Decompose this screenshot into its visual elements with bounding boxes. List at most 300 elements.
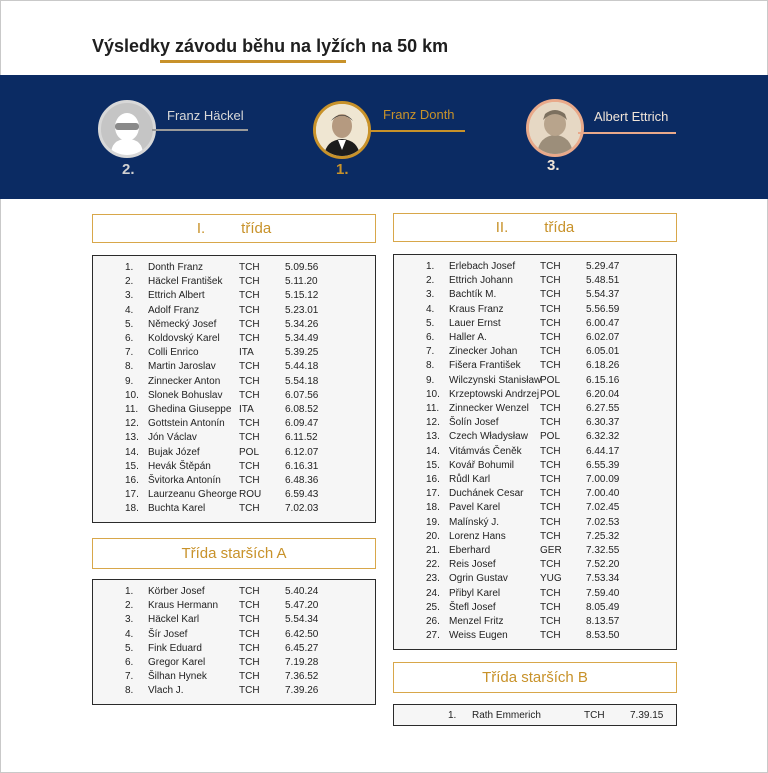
name-cell: Fink Eduard (148, 642, 202, 654)
name-cell: Německý Josef (148, 318, 217, 330)
name-cell: Slonek Bohuslav (148, 389, 223, 401)
time-cell: 7.02.45 (586, 502, 620, 514)
country-cell: TCH (540, 616, 561, 627)
time-cell: 6.44.17 (586, 445, 620, 457)
name-cell: Ettrich Johann (449, 275, 513, 287)
name-cell: Jón Václav (148, 432, 197, 444)
name-cell: Kovář Bohumil (449, 459, 515, 471)
country-cell: TCH (540, 332, 561, 343)
class-2-table (393, 254, 677, 650)
name-cell: Zinnecker Wenzel (449, 403, 529, 414)
rank-cell: 1. (125, 586, 134, 597)
country-cell: TCH (540, 445, 561, 457)
table-row (93, 599, 375, 613)
table-row (93, 613, 375, 627)
senior-a-header (92, 538, 376, 569)
time-cell: 5.56.59 (586, 303, 620, 315)
title-underline (160, 60, 346, 63)
table-row (93, 261, 375, 275)
name-cell: Ogrin Gustav (449, 573, 508, 585)
class-1-header-word: třída (241, 220, 272, 237)
time-cell: 5.54.37 (586, 289, 620, 301)
time-cell: 5.39.25 (285, 347, 319, 359)
rank-cell: 11. (125, 404, 139, 415)
rank-cell: 12. (426, 417, 440, 429)
time-cell: 6.32.32 (586, 431, 620, 443)
table-row (394, 374, 676, 388)
country-cell: TCH (540, 488, 561, 500)
table-row (394, 473, 676, 487)
rank-cell: 6. (125, 657, 134, 668)
country-cell: TCH (239, 418, 260, 430)
name-cell: Czech Władysław (449, 431, 528, 443)
country-cell: TCH (239, 503, 260, 515)
country-cell: TCH (540, 516, 561, 528)
name-cell: Krzeptowski Andrzej (449, 388, 540, 400)
name-cell: Lauer Ernst (449, 317, 501, 329)
time-cell: 6.09.47 (285, 418, 319, 430)
time-cell: 6.12.07 (285, 446, 319, 458)
rank-cell: 3. (125, 290, 134, 302)
name-cell: Kraus Hermann (148, 600, 219, 612)
table-row (93, 474, 375, 488)
rank-cell: 1. (448, 710, 457, 721)
name-cell: Bujak Józef (148, 446, 200, 458)
time-cell: 5.54.34 (285, 614, 319, 626)
time-cell: 5.15.12 (285, 290, 319, 302)
time-cell: 5.11.20 (285, 276, 318, 288)
rank-cell: 11. (426, 403, 440, 414)
table-row (93, 642, 375, 656)
rank-cell: 9. (426, 374, 435, 386)
rank-cell: 19. (426, 516, 440, 528)
name-cell: Donth Franz (148, 262, 204, 273)
name-cell: Štefl Josef (449, 601, 496, 613)
table-row (394, 487, 676, 501)
table-row (394, 601, 676, 615)
table-row (93, 417, 375, 431)
name-cell: Zinecker Johan (449, 346, 518, 358)
country-cell: TCH (540, 459, 561, 471)
name-cell: Vlach J. (148, 685, 184, 697)
time-cell: 6.15.16 (586, 374, 620, 386)
table-row (394, 445, 676, 459)
time-cell: 5.34.26 (285, 318, 319, 330)
rank-cell: 18. (125, 503, 139, 515)
country-cell: TCH (540, 317, 561, 329)
podium-name-first: Franz Donth (383, 107, 455, 122)
rank-cell: 18. (426, 502, 440, 514)
time-cell: 7.36.52 (285, 671, 319, 683)
class-2-header-word: třída (544, 219, 575, 236)
country-cell: TCH (540, 559, 561, 571)
table-row (93, 656, 375, 670)
table-row (394, 615, 676, 629)
country-cell: TCH (239, 290, 260, 302)
name-cell: Adolf Franz (148, 304, 200, 316)
time-cell: 7.39.15 (630, 710, 664, 721)
country-cell: TCH (540, 303, 561, 315)
portrait-avatar-first (313, 101, 371, 159)
name-cell: Menzel Fritz (449, 616, 504, 627)
country-cell: GER (540, 545, 562, 556)
country-cell: TCH (239, 432, 260, 444)
country-cell: TCH (239, 614, 260, 626)
time-cell: 7.02.53 (586, 516, 620, 528)
silhouette-avatar (98, 100, 156, 158)
rank-cell: 17. (426, 488, 440, 500)
rank-cell: 16. (426, 474, 440, 485)
country-cell: TCH (239, 276, 260, 288)
rank-cell: 7. (125, 347, 134, 359)
time-cell: 5.54.18 (285, 375, 319, 387)
table-row (93, 460, 375, 474)
table-row (394, 516, 676, 530)
class-2-header (393, 213, 677, 242)
table-row (394, 303, 676, 317)
time-cell: 5.47.20 (285, 600, 319, 612)
name-cell: Zinnecker Anton (148, 375, 221, 387)
country-cell: TCH (239, 628, 260, 640)
table-row (394, 501, 676, 515)
table-row (93, 628, 375, 642)
rank-cell: 13. (426, 431, 440, 443)
country-cell: TCH (239, 685, 260, 697)
time-cell: 5.09.56 (285, 262, 319, 273)
country-cell: TCH (239, 460, 260, 472)
country-cell: TCH (540, 403, 561, 414)
name-cell: Rath Emmerich (472, 710, 541, 721)
name-cell: Duchánek Cesar (449, 488, 524, 500)
table-row (93, 488, 375, 502)
country-cell: TCH (540, 275, 561, 287)
name-cell: Malínský J. (449, 516, 500, 528)
country-cell: ITA (239, 347, 254, 359)
name-cell: Körber Josef (148, 586, 205, 597)
rank-cell: 4. (426, 303, 435, 315)
rank-cell: 2. (125, 600, 134, 612)
name-cell: Reis Josef (449, 559, 496, 571)
table-row (394, 359, 676, 373)
country-cell: POL (239, 446, 260, 458)
rank-cell: 7. (125, 671, 134, 683)
time-cell: 7.32.55 (586, 545, 620, 556)
rank-cell: 7. (426, 346, 435, 358)
rank-cell: 15. (125, 460, 139, 472)
name-cell: Růdl Karl (449, 474, 491, 485)
rank-cell: 24. (426, 587, 440, 599)
podium-rank-third: 3. (547, 157, 560, 174)
rank-cell: 6. (426, 332, 435, 343)
table-row (93, 403, 375, 417)
podium-rank-second: 2. (122, 161, 135, 178)
country-cell: ROU (239, 489, 262, 501)
country-cell: TCH (239, 304, 260, 316)
table-row (93, 375, 375, 389)
country-cell: TCH (239, 657, 260, 668)
portrait-icon (316, 104, 368, 156)
country-cell: TCH (540, 530, 561, 542)
name-cell: Přibyl Karel (449, 587, 501, 599)
rank-cell: 9. (125, 375, 134, 387)
podium-rank-first: 1. (336, 161, 349, 178)
rank-cell: 2. (426, 275, 435, 287)
table-row (93, 332, 375, 346)
country-cell: TCH (540, 587, 561, 599)
rank-cell: 8. (125, 361, 134, 373)
podium-line-first (369, 130, 465, 132)
table-row (93, 585, 375, 599)
country-cell: TCH (239, 361, 260, 373)
name-cell: Ghedina Giuseppe (148, 404, 232, 415)
time-cell: 6.02.07 (586, 332, 620, 343)
table-row (93, 304, 375, 318)
rank-cell: 25. (426, 601, 440, 613)
senior-b-header-title: Třída starších B (482, 669, 588, 686)
country-cell: TCH (239, 389, 260, 401)
skier-icon (101, 103, 153, 155)
rank-cell: 22. (426, 559, 440, 571)
time-cell: 7.52.20 (586, 559, 620, 571)
country-cell: TCH (239, 671, 260, 683)
table-row (394, 430, 676, 444)
country-cell: ITA (239, 404, 254, 415)
name-cell: Erlebach Josef (449, 261, 516, 272)
time-cell: 6.55.39 (586, 459, 620, 471)
time-cell: 7.00.40 (586, 488, 620, 500)
time-cell: 6.20.04 (586, 388, 620, 400)
time-cell: 6.00.47 (586, 317, 620, 329)
table-row (394, 317, 676, 331)
table-row (93, 670, 375, 684)
name-cell: Šolín Josef (449, 417, 499, 429)
rank-cell: 4. (125, 628, 134, 640)
name-cell: Häckel Karl (148, 614, 200, 626)
country-cell: POL (540, 388, 561, 400)
country-cell: TCH (540, 417, 561, 429)
time-cell: 6.59.43 (285, 489, 319, 501)
rank-cell: 13. (125, 432, 139, 444)
time-cell: 5.23.01 (285, 304, 319, 316)
name-cell: Wilczynski Stanisław (449, 374, 542, 386)
table-row (93, 684, 375, 698)
name-cell: Koldovský Karel (148, 333, 220, 344)
country-cell: TCH (239, 262, 260, 273)
time-cell: 6.27.55 (586, 403, 620, 414)
country-cell: TCH (239, 375, 260, 387)
rank-cell: 10. (426, 388, 440, 400)
rank-cell: 26. (426, 616, 440, 627)
time-cell: 6.05.01 (586, 346, 620, 358)
time-cell: 5.48.51 (586, 275, 620, 287)
class-1-table (92, 255, 376, 523)
time-cell: 7.25.32 (586, 530, 620, 542)
name-cell: Lorenz Hans (449, 530, 506, 542)
class-1-header-roman: I. (196, 220, 206, 237)
rank-cell: 27. (426, 630, 440, 642)
rank-cell: 1. (426, 261, 435, 272)
name-cell: Švitorka Antonín (148, 475, 221, 486)
time-cell: 6.16.31 (285, 460, 319, 472)
country-cell: TCH (540, 346, 561, 358)
table-row (394, 274, 676, 288)
table-row (394, 558, 676, 572)
table-row (394, 459, 676, 473)
rank-cell: 5. (125, 318, 134, 330)
table-row (394, 345, 676, 359)
table-row (394, 544, 676, 558)
rank-cell: 10. (125, 389, 139, 401)
name-cell: Gottstein Antonín (148, 418, 225, 430)
rank-cell: 3. (426, 289, 435, 301)
page-title: Výsledky závodu běhu na lyžích na 50 km (92, 36, 449, 56)
name-cell: Bachtík M. (449, 289, 497, 301)
table-row (394, 587, 676, 601)
rank-cell: 16. (125, 475, 139, 486)
class-2-header-roman: II. (495, 219, 509, 236)
table-row (394, 331, 676, 345)
time-cell: 6.30.37 (586, 417, 620, 429)
name-cell: Eberhard (449, 545, 491, 556)
portrait-icon (529, 102, 581, 154)
country-cell: TCH (239, 475, 260, 486)
rank-cell: 5. (125, 642, 134, 654)
time-cell: 8.05.49 (586, 601, 620, 613)
rank-cell: 17. (125, 489, 139, 501)
rank-cell: 4. (125, 304, 134, 316)
table-row (394, 530, 676, 544)
table-row (394, 402, 676, 416)
country-cell: TCH (239, 318, 260, 330)
time-cell: 7.39.26 (285, 685, 319, 697)
country-cell: TCH (239, 600, 260, 612)
time-cell: 6.48.36 (285, 475, 319, 486)
podium-line-third (578, 132, 676, 134)
country-cell: TCH (540, 261, 561, 272)
rank-cell: 14. (125, 446, 139, 458)
country-cell: TCH (540, 502, 561, 514)
name-cell: Vitámvás Čeněk (449, 445, 522, 457)
time-cell: 6.45.27 (285, 642, 319, 654)
name-cell: Laurzeanu Gheorge (148, 489, 237, 501)
table-row (394, 388, 676, 402)
time-cell: 7.53.34 (586, 573, 620, 585)
senior-a-header-title: Třída starších A (181, 545, 287, 562)
podium-line-second (152, 129, 248, 131)
name-cell: Colli Enrico (148, 347, 199, 359)
name-cell: Weiss Eugen (449, 630, 508, 642)
name-cell: Buchta Karel (148, 503, 206, 515)
rank-cell: 5. (426, 317, 435, 329)
table-row (394, 629, 676, 643)
time-cell: 6.42.50 (285, 628, 319, 640)
name-cell: Šír Josef (148, 628, 188, 640)
time-cell: 7.00.09 (586, 474, 620, 485)
time-cell: 5.29.47 (586, 261, 620, 272)
name-cell: Haller A. (449, 332, 487, 343)
country-cell: TCH (239, 642, 260, 654)
podium-banner (0, 75, 768, 199)
table-row (394, 288, 676, 302)
country-cell: POL (540, 374, 561, 386)
country-cell: POL (540, 431, 561, 443)
table-row (394, 416, 676, 430)
name-cell: Fišera František (449, 360, 521, 372)
table-row (394, 709, 676, 723)
rank-cell: 8. (125, 685, 134, 697)
rank-cell: 15. (426, 459, 440, 471)
time-cell: 6.08.52 (285, 404, 319, 415)
country-cell: TCH (540, 289, 561, 301)
rank-cell: 3. (125, 614, 134, 626)
country-cell: TCH (540, 630, 561, 642)
table-row (93, 446, 375, 460)
rank-cell: 21. (426, 545, 440, 556)
time-cell: 6.18.26 (586, 360, 620, 372)
country-cell: TCH (540, 474, 561, 485)
table-row (93, 389, 375, 403)
rank-cell: 20. (426, 530, 440, 542)
table-row (93, 318, 375, 332)
time-cell: 6.07.56 (285, 389, 319, 401)
country-cell: YUG (540, 573, 562, 585)
country-cell: TCH (540, 601, 561, 613)
name-cell: Häckel František (148, 276, 223, 288)
rank-cell: 14. (426, 445, 440, 457)
country-cell: TCH (239, 586, 260, 597)
name-cell: Kraus Franz (449, 303, 504, 315)
rank-cell: 1. (125, 262, 134, 273)
podium-name-second: Franz Häckel (167, 108, 244, 123)
country-cell: TCH (540, 360, 561, 372)
portrait-avatar-third (526, 99, 584, 157)
senior-b-table (393, 704, 677, 726)
time-cell: 7.02.03 (285, 503, 319, 515)
name-cell: Hevák Štěpán (148, 460, 211, 472)
table-row (93, 360, 375, 374)
name-cell: Ettrich Albert (148, 290, 205, 302)
table-row (93, 289, 375, 303)
senior-b-header (393, 662, 677, 693)
rank-cell: 8. (426, 360, 435, 372)
table-row (394, 260, 676, 274)
name-cell: Pavel Karel (449, 502, 501, 514)
name-cell: Šilhan Hynek (148, 671, 207, 683)
senior-a-table (92, 579, 376, 705)
time-cell: 7.59.40 (586, 587, 620, 599)
country-cell: TCH (239, 333, 260, 344)
time-cell: 8.53.50 (586, 630, 620, 642)
name-cell: Martin Jaroslav (148, 361, 216, 373)
podium-name-third: Albert Ettrich (594, 109, 669, 124)
time-cell: 7.19.28 (285, 657, 319, 668)
time-cell: 6.11.52 (285, 432, 318, 444)
rank-cell: 6. (125, 333, 134, 344)
name-cell: Gregor Karel (148, 657, 206, 668)
table-row (394, 572, 676, 586)
country-cell: TCH (584, 710, 605, 721)
rank-cell: 23. (426, 573, 440, 585)
time-cell: 5.44.18 (285, 361, 319, 373)
table-row (93, 275, 375, 289)
table-row (93, 502, 375, 516)
table-row (93, 346, 375, 360)
rank-cell: 12. (125, 418, 139, 430)
class-1-header (92, 214, 376, 243)
time-cell: 5.40.24 (285, 586, 319, 597)
time-cell: 5.34.49 (285, 333, 319, 344)
time-cell: 8.13.57 (586, 616, 620, 627)
